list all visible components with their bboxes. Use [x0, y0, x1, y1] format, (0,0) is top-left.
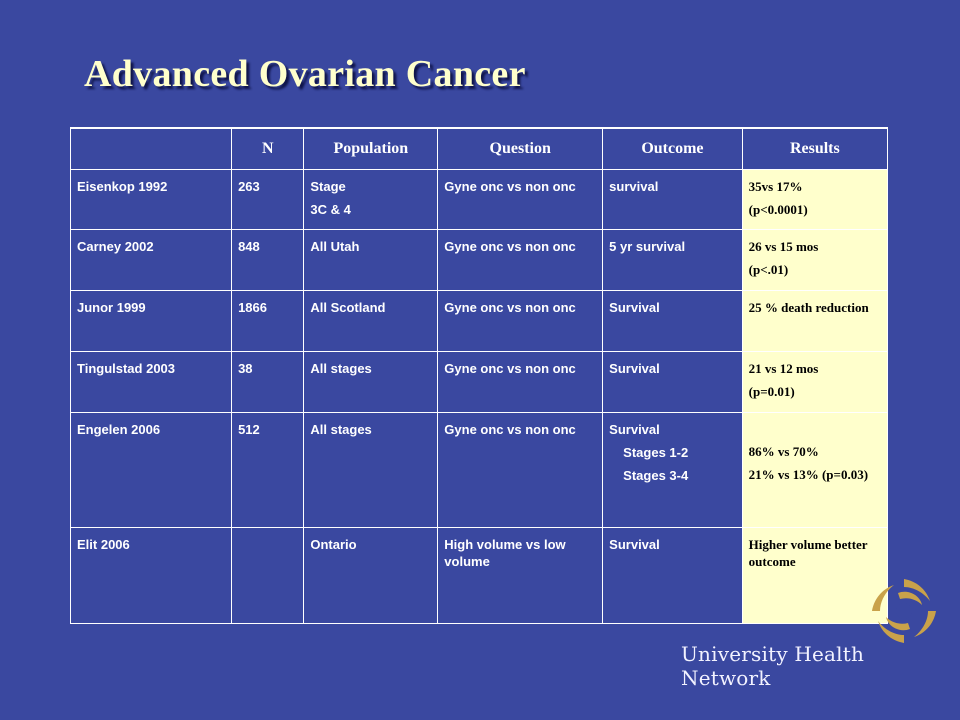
outcome-cell	[603, 352, 743, 413]
outcome-line: Survival	[609, 300, 660, 315]
study-cell: Elit 2006	[71, 528, 232, 624]
table-row	[71, 291, 888, 352]
header-study	[71, 128, 232, 170]
n-cell: 848	[232, 230, 304, 291]
outcome-cell	[603, 291, 743, 352]
table-row	[71, 413, 888, 528]
results-line: 25 % death reduction	[748, 300, 869, 315]
studies-table	[70, 127, 888, 624]
question-cell: Gyne onc vs non onc	[438, 230, 603, 291]
study-cell: Junor 1999	[71, 291, 232, 352]
population-cell	[304, 291, 438, 352]
study-cell: Carney 2002	[71, 230, 232, 291]
results-line: Higher volume better outcome	[748, 537, 868, 569]
header-population: Population	[304, 128, 438, 170]
n-cell	[232, 528, 304, 624]
question-cell: High volume vs low volume	[438, 528, 603, 624]
results-line: 35vs 17%	[748, 179, 803, 194]
population-cell	[304, 528, 438, 624]
results-cell	[742, 291, 887, 352]
header-question: Question	[438, 128, 603, 170]
question-cell: Gyne onc vs non onc	[438, 352, 603, 413]
outcome-cell	[603, 230, 743, 291]
table-row	[71, 352, 888, 413]
n-cell: 1866	[232, 291, 304, 352]
outcome-cell	[603, 413, 743, 528]
outcome-line: Survival	[609, 537, 660, 552]
results-line: 21 vs 12 mos	[748, 361, 819, 376]
study-cell: Engelen 2006	[71, 413, 232, 528]
results-line: (p=0.01)	[748, 384, 795, 399]
outcome-line: Survival	[609, 361, 660, 376]
population-line: All stages	[310, 422, 372, 437]
question-cell: Gyne onc vs non onc	[438, 170, 603, 230]
organization-name: University Health Network	[681, 642, 865, 690]
study-cell: Eisenkop 1992	[71, 170, 232, 230]
population-cell	[304, 230, 438, 291]
results-line: 86% vs 70%	[748, 444, 819, 459]
population-line: Ontario	[310, 537, 357, 552]
results-line: (p<0.0001)	[748, 202, 808, 217]
results-cell	[742, 413, 887, 528]
population-cell	[304, 352, 438, 413]
results-cell	[742, 230, 887, 291]
results-line: (p<.01)	[748, 262, 789, 277]
slide-title: Advanced Ovarian Cancer	[84, 53, 526, 95]
results-line: 26 vs 15 mos	[748, 239, 819, 254]
n-cell: 263	[232, 170, 304, 230]
outcome-line: Stages 1-2	[623, 445, 689, 460]
header-results: Results	[742, 128, 887, 170]
population-line: 3C & 4	[310, 202, 351, 217]
population-line: All Scotland	[310, 300, 386, 315]
population-line: All stages	[310, 361, 372, 376]
population-line: Stage	[310, 179, 346, 194]
outcome-cell	[603, 528, 743, 624]
results-cell	[742, 528, 887, 624]
table-row	[71, 528, 888, 624]
results-cell	[742, 352, 887, 413]
n-cell: 38	[232, 352, 304, 413]
table-row	[71, 230, 888, 291]
results-cell	[742, 170, 887, 230]
n-cell: 512	[232, 413, 304, 528]
population-cell	[304, 413, 438, 528]
outcome-line: Stages 3-4	[623, 468, 689, 483]
uhn-swirl-logo-icon	[868, 575, 940, 647]
population-cell	[304, 170, 438, 230]
outcome-line: survival	[609, 179, 659, 194]
header-outcome: Outcome	[603, 128, 743, 170]
outcome-cell	[603, 170, 743, 230]
outcome-line: Survival	[609, 422, 660, 437]
results-line: 21% vs 13% (p=0.03)	[748, 467, 869, 482]
table-header-row	[71, 128, 888, 170]
header-n: N	[232, 128, 304, 170]
population-line: All Utah	[310, 239, 360, 254]
question-cell: Gyne onc vs non onc	[438, 291, 603, 352]
question-cell: Gyne onc vs non onc	[438, 413, 603, 528]
outcome-line: 5 yr survival	[609, 239, 686, 254]
study-cell: Tingulstad 2003	[71, 352, 232, 413]
table-row	[71, 170, 888, 230]
